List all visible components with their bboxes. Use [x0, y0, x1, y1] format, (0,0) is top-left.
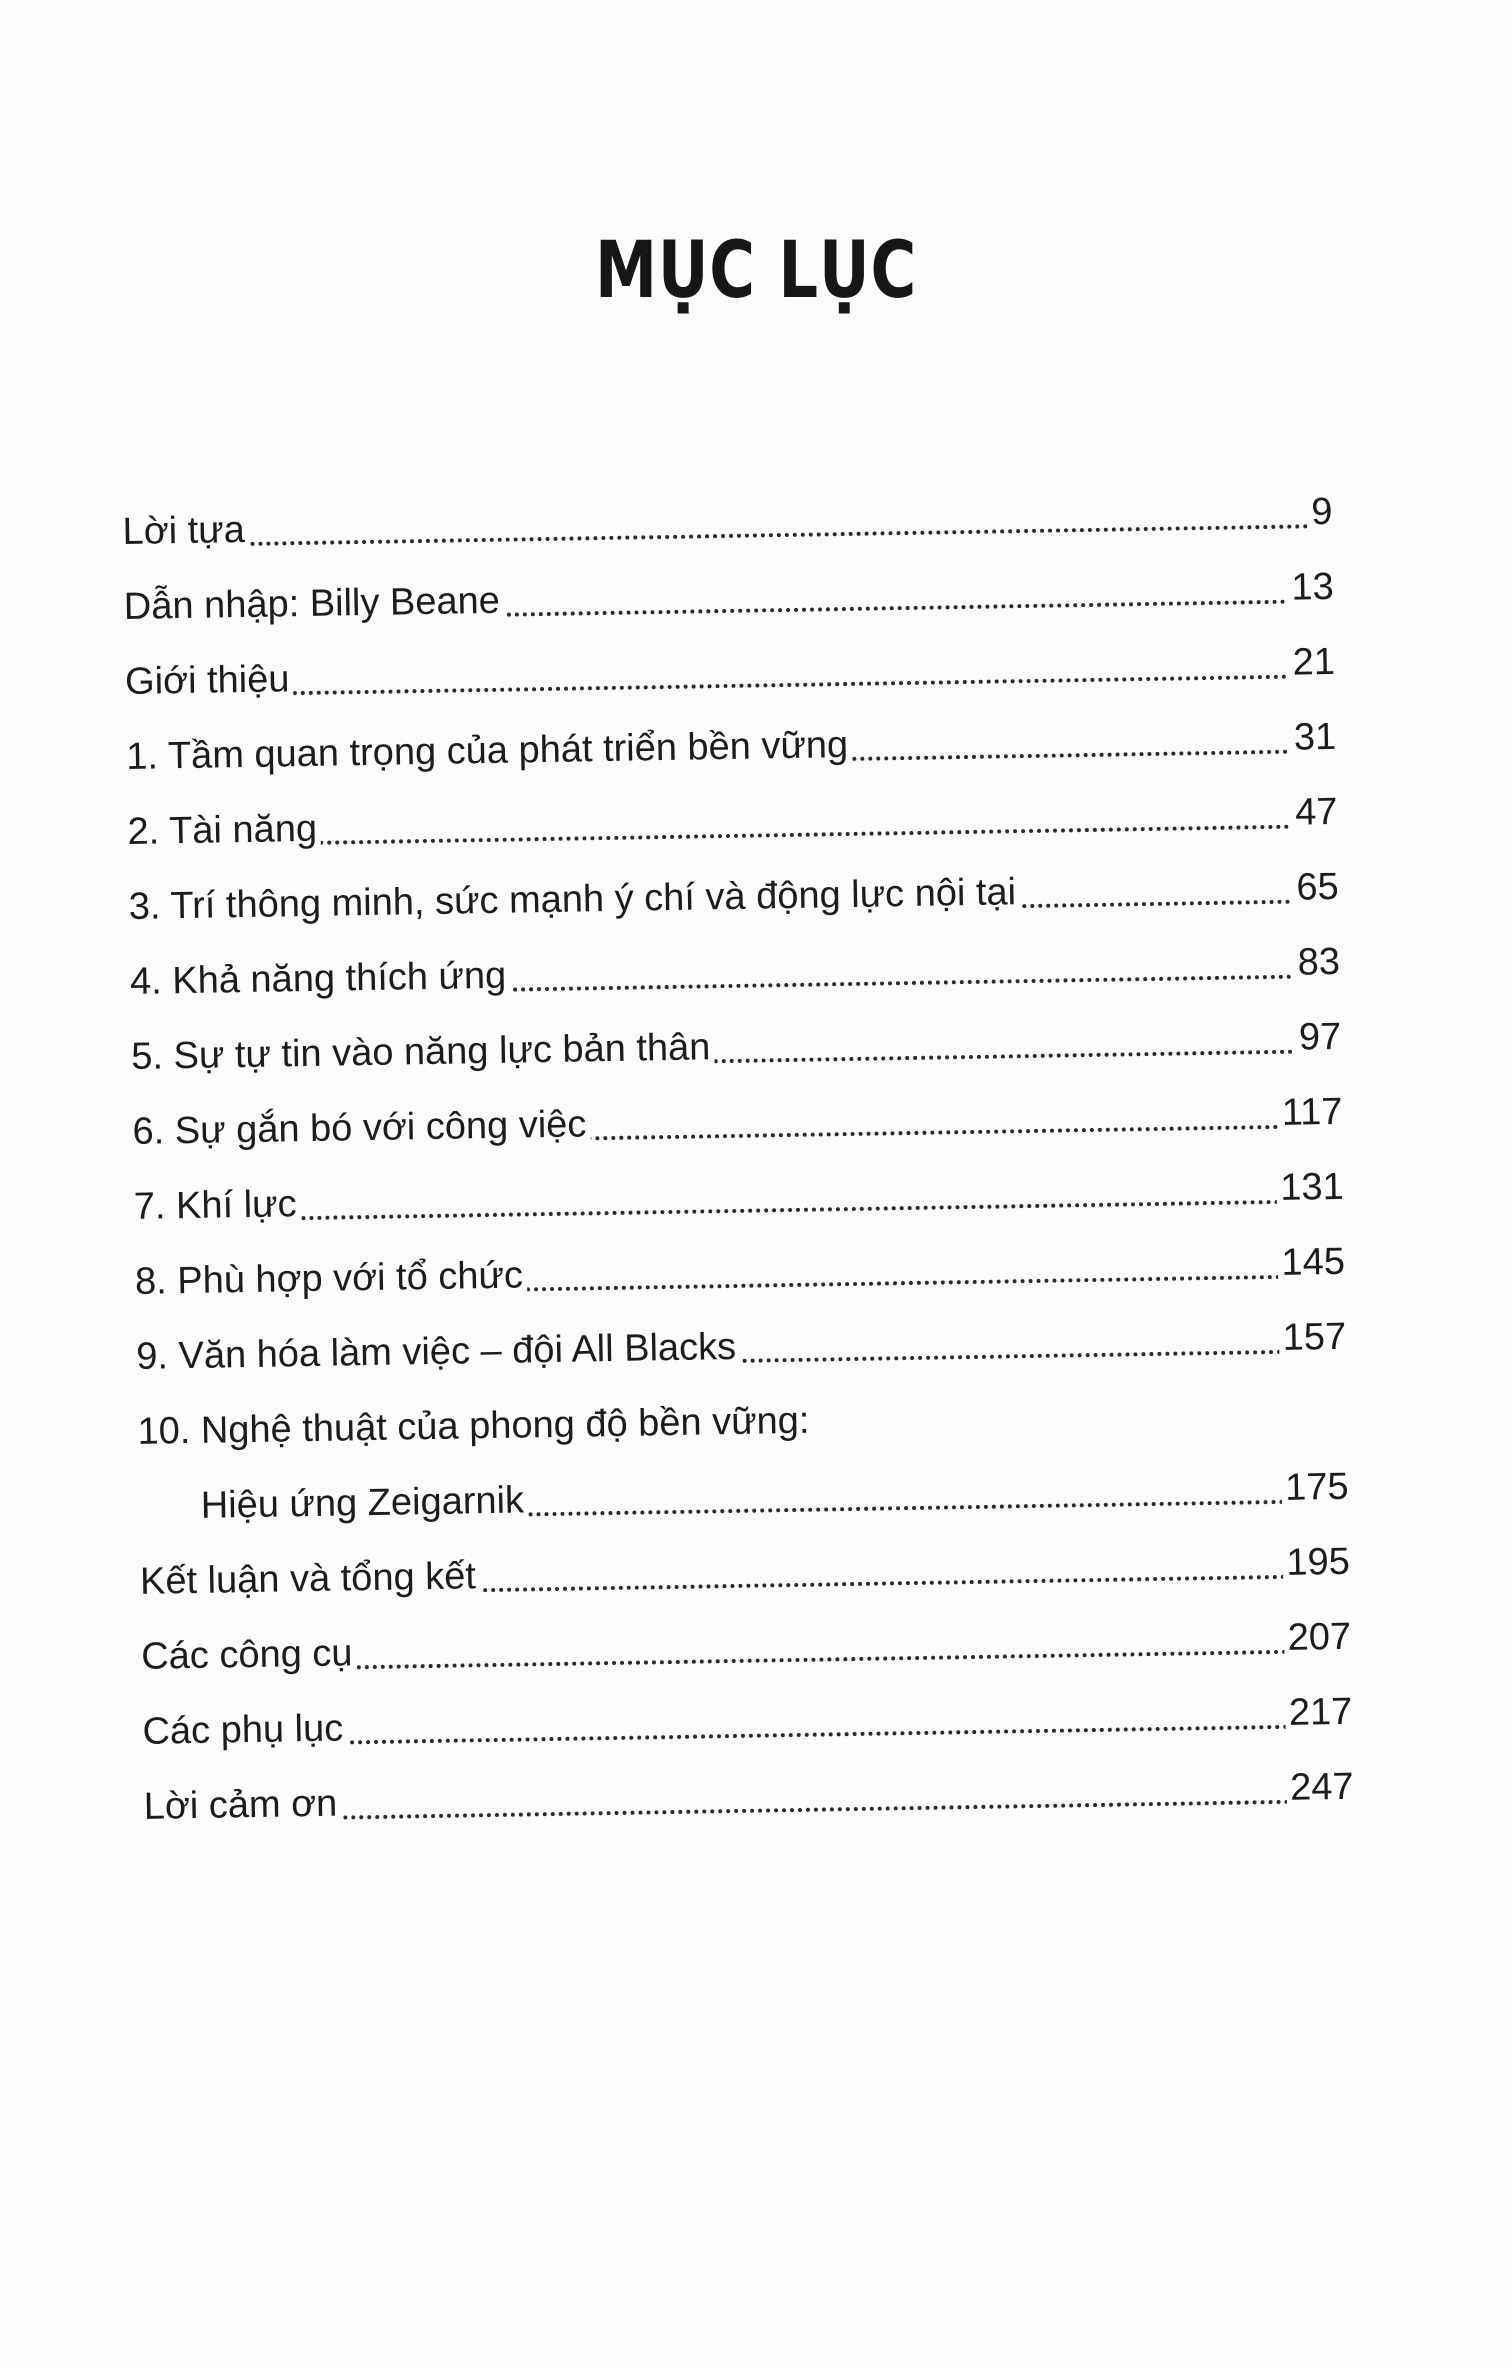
toc-entry-label: 7. Khí lực: [133, 1167, 301, 1245]
toc-entry-label: Giới thiệu: [124, 642, 294, 720]
toc-entry-label: 9. Văn hóa làm việc – đội All Blacks: [136, 1310, 741, 1395]
toc-entry-label: 8. Phù hợp với tổ chức: [134, 1238, 527, 1319]
toc-entry-page: 175: [1281, 1450, 1350, 1526]
toc-entry-page: 157: [1278, 1300, 1347, 1376]
toc-entry-label: Các công cụ: [141, 1616, 357, 1695]
toc-entry-page: 195: [1282, 1525, 1351, 1601]
toc-entry-label: 1. Tầm quan trọng của phát triển bền vững: [126, 708, 853, 795]
toc-entry-label: 4. Khả năng thích ứng: [129, 939, 510, 1020]
toc-entry-label: Lời cảm ơn: [143, 1767, 342, 1845]
toc-entry-page: 131: [1276, 1150, 1345, 1226]
toc-entry-page: 21: [1288, 625, 1336, 701]
toc-entry-page: 97: [1294, 1000, 1342, 1076]
toc-entry-page: 9: [1307, 475, 1333, 550]
toc-entry-label: 3. Trí thông minh, sức mạnh ý chí và động lực nội tại: [128, 855, 1020, 945]
toc-entry-page: 207: [1283, 1600, 1352, 1676]
dot-leader: [123, 524, 1333, 548]
toc-entry-page: 247: [1286, 1750, 1355, 1826]
page-title: MỤC LỤC: [594, 226, 918, 317]
toc-entry-page: 145: [1277, 1225, 1346, 1301]
toc-entry-label: Hiệu ứng Zeigarnik: [200, 1463, 528, 1543]
toc-entry-page: 13: [1287, 550, 1335, 626]
toc-entry-page: 117: [1277, 1075, 1343, 1151]
toc-entry-label: Kết luận và tổng kết: [139, 1539, 480, 1620]
toc-entry-label: Dẫn nhập: Billy Beane: [123, 564, 504, 645]
toc-entry-page: 47: [1291, 775, 1339, 851]
toc-entry-label: Lời tựa: [122, 493, 249, 570]
toc-entry-label: 6. Sự gắn bó với công việc: [132, 1087, 591, 1170]
toc-entry-label: 10. Nghệ thuật của phong độ bền vững:: [137, 1384, 814, 1470]
toc-entry-label: 5. Sự tự tin vào năng lực bản thân: [131, 1010, 715, 1095]
toc-entry-label: Các phụ lục: [142, 1691, 348, 1769]
table-of-contents: [122, 475, 1354, 1845]
toc-entry-page: 65: [1292, 850, 1340, 926]
toc-entry-page: 31: [1289, 700, 1337, 776]
toc-entry-label: 2. Tài năng: [127, 792, 322, 870]
toc-entry-page: 83: [1293, 925, 1341, 1001]
dot-leader: [134, 1199, 1344, 1223]
dot-leader: [125, 674, 1335, 698]
toc-entry-page: 217: [1284, 1675, 1353, 1751]
